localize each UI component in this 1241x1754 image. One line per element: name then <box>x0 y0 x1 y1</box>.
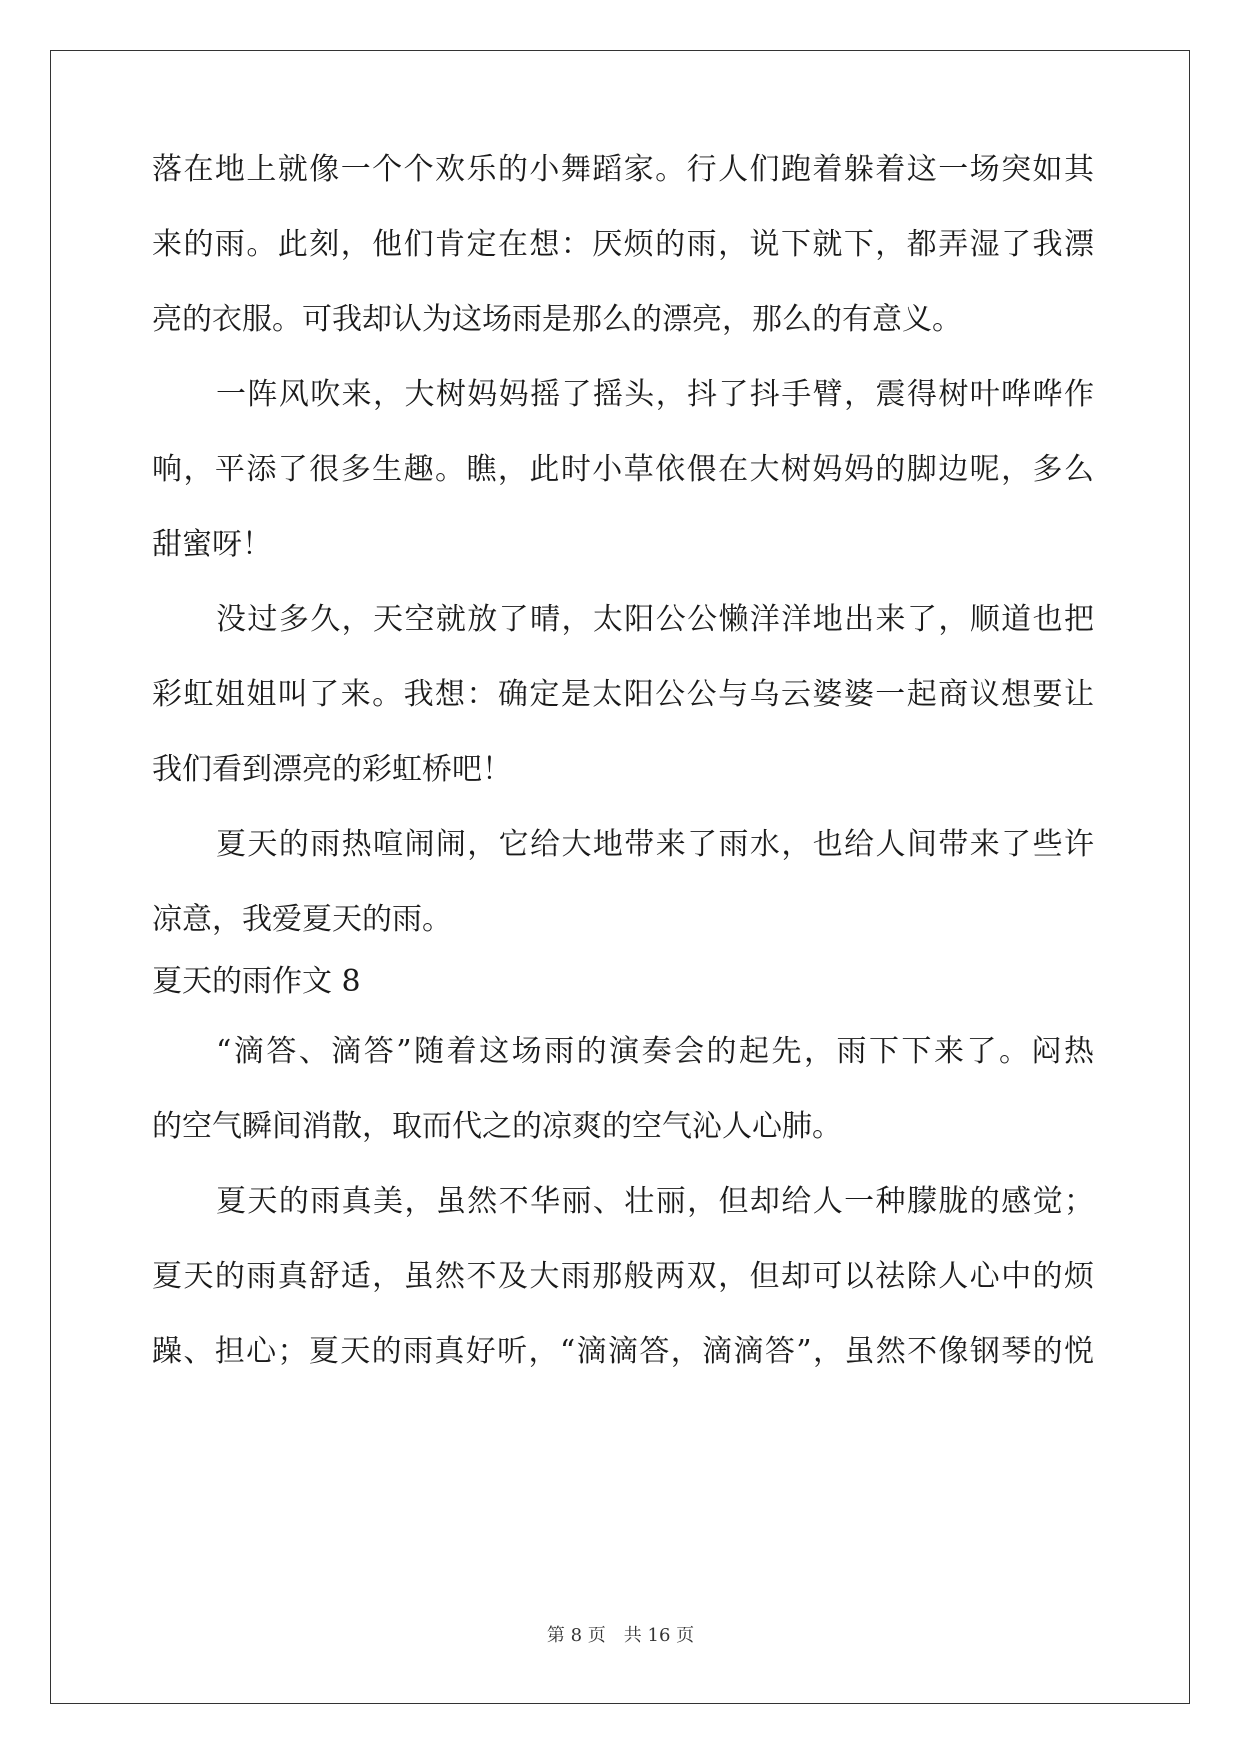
page-footer <box>0 1624 1241 1648</box>
page-total: 共 16 页 <box>623 1625 695 1646</box>
body-text-line: 凉意，我爱夏天的雨。 <box>152 902 452 937</box>
body-text-line: 甜蜜呀！ <box>152 527 272 562</box>
body-text-line: 落在地上就像一个个欢乐的小舞蹈家。行人们跑着躲着这一场突如其 <box>152 152 1094 187</box>
body-text-line: 夏天的雨热喧闹闹，它给大地带来了雨水，也给人间带来了些许 <box>216 827 1094 862</box>
page-number: 第 8 页 <box>546 1625 606 1646</box>
body-text-line: 来的雨。此刻，他们肯定在想：厌烦的雨，说下就下，都弄湿了我漂 <box>152 227 1094 262</box>
body-text-line: 夏天的雨真舒适，虽然不及大雨那般两双，但却可以祛除人心中的烦 <box>152 1259 1094 1294</box>
body-text-line: “滴答、滴答”随着这场雨的演奏会的起先，雨下下来了。闷热 <box>216 1034 1094 1069</box>
body-text-line: 躁、担心；夏天的雨真好听，“滴滴答，滴滴答”，虽然不像钢琴的悦 <box>152 1334 1094 1369</box>
body-text-line: 的空气瞬间消散，取而代之的凉爽的空气沁人心肺。 <box>152 1109 842 1144</box>
section-heading: 夏天的雨作文 8 <box>152 964 361 999</box>
body-text-line: 我们看到漂亮的彩虹桥吧！ <box>152 752 512 787</box>
body-text-line: 一阵风吹来，大树妈妈摇了摇头，抖了抖手臂，震得树叶哗哗作 <box>216 377 1094 412</box>
body-text-line: 亮的衣服。可我却认为这场雨是那么的漂亮，那么的有意义。 <box>152 302 962 337</box>
body-text-line: 没过多久，天空就放了晴，太阳公公懒洋洋地出来了，顺道也把 <box>216 602 1094 637</box>
body-text-line: 响，平添了很多生趣。瞧，此时小草依偎在大树妈妈的脚边呢，多么 <box>152 452 1094 487</box>
body-text-line: 彩虹姐姐叫了来。我想：确定是太阳公公与乌云婆婆一起商议想要让 <box>152 677 1094 712</box>
page-border <box>50 50 1190 1704</box>
body-text-line: 夏天的雨真美，虽然不华丽、壮丽，但却给人一种朦胧的感觉； <box>216 1184 1094 1219</box>
